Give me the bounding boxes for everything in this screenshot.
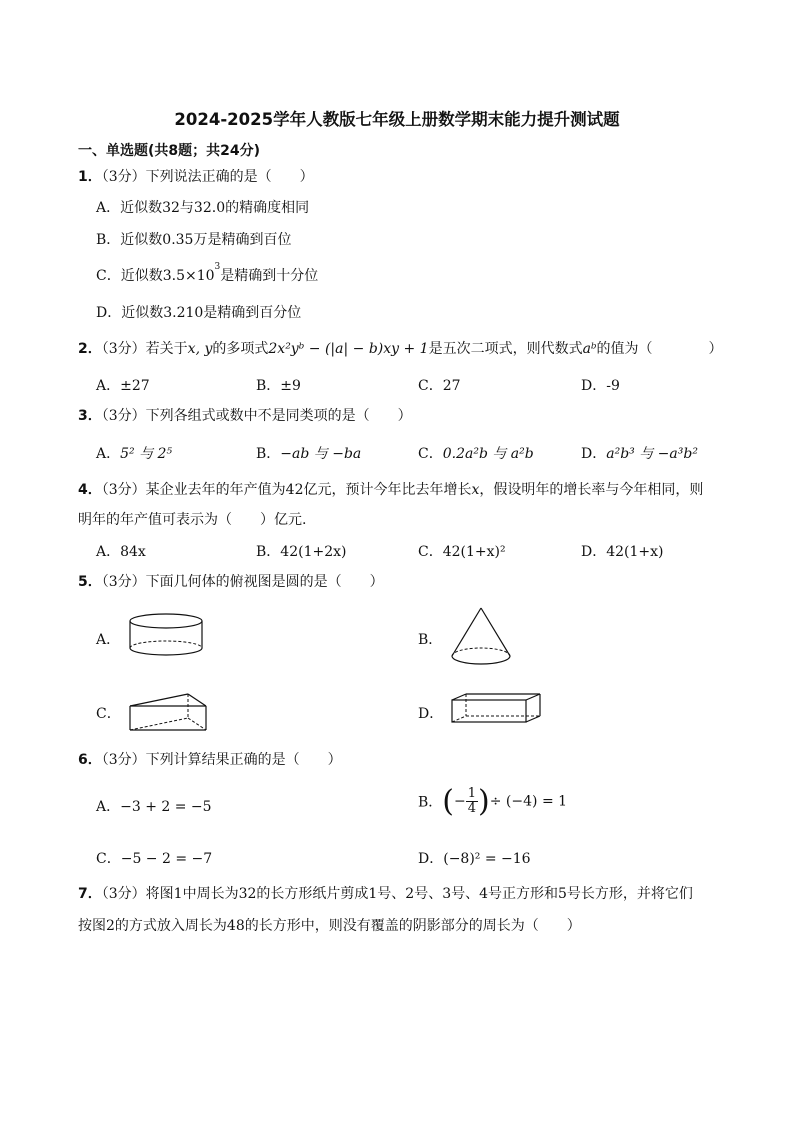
q4-option-d: D．42(1+x)	[581, 544, 664, 560]
cylinder-figure	[128, 612, 204, 660]
option-label: B．	[256, 446, 281, 462]
question-text: （3分）下列说法正确的是（ ）	[101, 169, 314, 185]
math-var: x	[471, 482, 480, 498]
question-number: 2．	[78, 341, 102, 357]
paren-close: )	[478, 784, 490, 819]
q3-option-a	[96, 443, 172, 463]
option-label: C．	[96, 851, 121, 867]
q2-option-d: D．-9	[581, 378, 620, 394]
question-text: （3分）下列计算结果正确的是（ ）	[101, 752, 342, 768]
math-vars: x, y	[187, 341, 213, 357]
q1-option-c	[96, 262, 319, 285]
question-number: 4．	[78, 482, 102, 498]
q6-option-a	[96, 796, 212, 816]
triangular-prism-figure	[128, 690, 208, 734]
question-number: 6．	[78, 752, 102, 768]
q4-option-a: A．84x	[96, 544, 146, 560]
question-text: ，假设明年的增长率与今年相同，则	[479, 482, 704, 498]
math-expression: aᵇ	[582, 341, 597, 357]
question-number: 7．	[78, 886, 102, 902]
section-heading: 一、单选题(共8题；共24分)	[78, 143, 261, 159]
question-6-stem	[78, 749, 342, 769]
fraction-numerator: 1	[467, 786, 477, 801]
q3-option-d	[581, 443, 698, 463]
question-5-stem	[78, 571, 384, 591]
question-3-stem	[78, 405, 412, 425]
q3-option-b	[256, 443, 361, 463]
question-7-stem-line2: 按图2的方式放入周长为48的长方形中，则没有覆盖的阴影部分的周长为（ ）	[78, 918, 581, 934]
question-text: （3分）某企业去年的年产值为42亿元，预计今年比去年增长	[101, 482, 472, 498]
option-label: A．	[96, 446, 121, 462]
q2-option-a: A．±27	[96, 378, 150, 394]
question-number: 3．	[78, 408, 102, 424]
q5-option-b-label: B．	[418, 632, 443, 648]
math-expression: −3 + 2 = −5	[120, 799, 212, 815]
math-expression: 0.2a²b 与 a²b	[442, 446, 534, 462]
math-expression: a²b³ 与 −a³b²	[606, 446, 698, 462]
option-label: C．	[418, 446, 443, 462]
question-text: 的多项式	[212, 341, 269, 357]
math-expression: −ab 与 −ba	[280, 446, 362, 462]
question-1-stem	[78, 166, 314, 186]
page-title: 2024-2025学年人教版七年级上册数学期末能力提升测试题	[174, 110, 620, 129]
fraction-denominator: 4	[467, 801, 477, 816]
question-text: （3分）下面几何体的俯视图是圆的是（ ）	[101, 574, 384, 590]
question-text: 是五次二项式，则代数式	[428, 341, 583, 357]
question-text: （3分）下列各组式或数中不是同类项的是（ ）	[101, 408, 412, 424]
q4-option-c: C．42(1+x)²	[418, 544, 506, 560]
q1-option-a: A．近似数32与32.0的精确度相同	[96, 200, 310, 216]
option-text: C．近似数3.5×10	[96, 268, 215, 284]
math-expression: 5² 与 2⁵	[120, 446, 173, 462]
q5-option-a-label: A．	[96, 632, 121, 648]
exponent: 3	[214, 262, 221, 272]
option-label: A．	[96, 799, 121, 815]
math-expression: ÷ (−4) = 1	[489, 793, 568, 810]
option-label: D．	[581, 446, 607, 462]
option-label: D．	[418, 851, 444, 867]
question-text: （3分）若关于	[101, 341, 188, 357]
math-polynomial: 2x²yᵇ − (|a| − b)xy + 1	[268, 341, 429, 357]
q2-option-c: C．27	[418, 378, 461, 394]
math-expression: (−8)² = −16	[443, 851, 531, 867]
q1-option-d: D．近似数3.210是精确到百分位	[96, 305, 302, 321]
option-text: 是精确到十分位	[220, 268, 319, 284]
question-4-stem-line2: 明年的年产值可表示为（ ）亿元.	[78, 512, 307, 528]
fraction	[466, 787, 478, 816]
paren-open: (	[442, 784, 455, 819]
question-number: 1．	[78, 169, 102, 185]
question-text: （3分）将图1中周长为32的长方形纸片剪成1号、2号、3号、4号正方形和5号长方形，并将它们	[101, 886, 693, 902]
q6-option-d	[418, 848, 531, 868]
option-label: B．	[418, 794, 443, 811]
question-4-stem-line1	[78, 479, 703, 499]
question-7-stem-line1	[78, 883, 693, 903]
q5-option-d-label: D．	[418, 706, 444, 722]
q2-option-b: B．±9	[256, 378, 301, 394]
q3-option-c	[418, 443, 534, 463]
minus-sign: −	[454, 793, 466, 810]
q6-option-c	[96, 848, 212, 868]
question-2-stem	[78, 338, 723, 358]
q5-option-c-label: C．	[96, 706, 121, 722]
cone-figure	[450, 606, 512, 668]
question-text: 的值为（ ）	[596, 341, 723, 357]
q1-option-b: B．近似数0.35万是精确到百位	[96, 232, 292, 248]
math-expression: −5 − 2 = −7	[120, 851, 213, 867]
question-number: 5．	[78, 574, 102, 590]
q4-option-b: B．42(1+2x)	[256, 544, 347, 560]
rectangular-box-figure	[450, 692, 542, 724]
q6-option-b	[418, 784, 567, 819]
